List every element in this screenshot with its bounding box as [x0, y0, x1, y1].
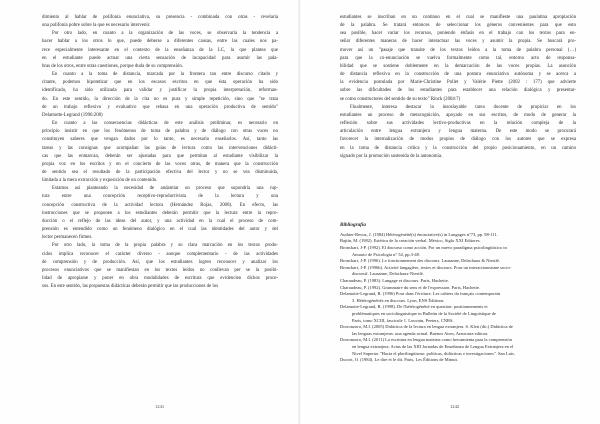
text-line: reflexión sobre sus actividades lectivo-productivas en la relación compleja de la — [340, 121, 576, 127]
bibliography-entry-continuation: en lengua extranjera. Actas de las XIII Jornadas de Enseñanza de Lengua Extranjera en el — [352, 343, 514, 349]
bibliography-entry-continuation: Paris, tomo XCIII, fascicule 1. Louvain, Peeters, CNRS. — [352, 317, 454, 323]
bibliography-entry: Bronckart, J-P. (1992). El discurso como acción. Por un nuevo paradigma psicolingüístico in — [340, 245, 507, 250]
bibliography-entry-continuation: problématiques en sociolinguistique in Bulletin de la Société de Linguistique de — [352, 310, 496, 316]
text-line: En cuanto a las consecuencias didácticas de este análisis preliminar, es necesario en — [52, 121, 278, 127]
text-line: procesos enunciativos que se manifiestan en los textos leídos no conllevan per se la posibi- — [42, 267, 278, 273]
bibliography-entry: Dorronzoro, M.I. (2005) Didáctica de la lectura en lengua extranjera. S. Klett (dir.) Didáctica de — [340, 324, 513, 330]
text-line: signado por la promoción sostenida de la autonomía. — [340, 153, 443, 159]
text-line: sos. En este sentido, las propuestas didácticas deberán permitir que las producciones de los — [42, 284, 219, 290]
right-page — [300, 0, 600, 424]
bibliography-entry: Dorronzoro, M.I. (2011) La escritura en lengua materna como herramienta para la comprensión — [340, 337, 512, 343]
bibliography-entry: Delamotte-Legrand, R. (1998). De l'hétérogénéité en question: positionnements et — [340, 304, 488, 310]
text-line: se como constructores del sentido de su texto" Rinck (2004:7) — [340, 96, 461, 102]
text-line: principio insistir en que los fenómenos de toma de palabra y de diálogo con otras voces no — [42, 129, 278, 135]
bibliography-entry: Delamotte-Legrand, R. (1996) Pour dans l'écriture. Les cahiers du français contemporain — [340, 291, 501, 297]
text-line: una polifonía pobre sobre la que es necesario intervenir. — [42, 23, 151, 29]
bibliography-entry: Authier-Revuz, J. (1984) Hétérogénéité(s) énonciative(s) in Langages n°73, pp. 98-111. — [340, 231, 498, 237]
text-line: cas que las enmarcan, deberán ser ajustadas para que permitan al estudiante visibilizar la — [42, 153, 278, 159]
text-line: lidad de apropiarse y poner en obra modalidades de escritura que evidencien dichos proce- — [42, 276, 278, 281]
text-line: rece especialmente interesante en el contexto de la enseñanza de la LC, la que plantea que — [42, 47, 278, 53]
bibliography-entry-continuation: Nivel Superior "Hacia el plurilingüismo: políticas, didácticas e investigaciones". San Luis. — [352, 350, 516, 356]
text-line: bilidad que se sostiene doblemente en la demarcación de las voces propias. La asunción — [340, 63, 576, 69]
text-line: tareas y las consignas que acompañan las guías de lectura como las intervenciones didácti- — [42, 145, 278, 151]
text-line: sea posible, hacer variar los recursos, poniendo énfasis en el trabajo con los textos para en- — [340, 31, 576, 37]
text-line: mover así un "pasaje que transite de los textos leídos a la toma de palabra personal (…) — [340, 47, 576, 53]
bibliography-entry: Charaudeau, P. (1992). Grammaire du sens et de l'expression. Paris, Hachette. — [340, 284, 481, 290]
text-line: lector permanecen firmes. — [42, 235, 93, 241]
text-line: estudiantes un proceso de metacognición, apoyado en sus escritos, de modo de generar la — [340, 112, 576, 118]
text-line: para que la co-enunciación se vuelva formalmente como tal, entorno acto de responsa- — [340, 55, 576, 61]
text-line: de un trabajo reflexivo y evaluativo que rebasa en una operación productiva de sentido" — [42, 104, 278, 110]
text-line: concepción constructiva de la actividad lectora (Hernández Rojas, 2008). En efecto, las — [42, 202, 278, 208]
text-line: propia voz en los escritos y en el concierto de las voces otras, de manera que la construcción — [42, 161, 278, 167]
text-line: Por otro lado, en cuanto a la organización de las voces, se observaría la tendencia a — [52, 31, 278, 37]
bibliography-heading: Bibliografía — [340, 221, 366, 228]
right-page-text — [340, 14, 576, 364]
bibliography-entry: Charaudeau, P. (1983). Langage et discours. Paris, Hachette. — [340, 277, 449, 283]
text-line: de la palabra. Se tratará entonces de seleccionar los géneros convenientes para que esto — [340, 23, 576, 29]
text-line: Estamos así planteando la necesidad de andamiar un proceso que supondría una rup- — [52, 186, 278, 192]
right-page-number: 1242 — [450, 404, 460, 409]
text-line: cidos implica reconocer el carácter diverso - aunque complementario - de las actividades — [42, 251, 278, 257]
bibliography-entry-continuation: las lenguas extranjeras: una agenda actual. Buenos Aires, Araucaria editora. — [352, 330, 489, 336]
text-line: prensión es entendido como un fenómeno dialógico en el cual las identidades del autor y del — [42, 227, 278, 233]
text-line: sobre las dificultades de los estudiantes para establecer una relación dialógica y presentar- — [340, 88, 576, 94]
bibliography-entry: Bajtín, M. (1982). Estética de la creación verbal. México, Siglo XXI Editores. — [340, 238, 481, 244]
text-line: en el estudiante puede actuar una cierta sensación de incapacidad para asumir las pala- — [42, 55, 278, 61]
left-page-text — [42, 14, 278, 291]
bibliography-entry: Bronckart, J-P. (1996). Le fonctionnement des discours. Lausanne, Delachaux & Niestlé. — [340, 258, 500, 264]
text-line: identificada, ha sido utilizada para validar y justificar la propia interpretación, reforman- — [42, 88, 278, 94]
text-line: ducción o el reflejo de las ideas del autor, y una actividad en la cual el proceso de com- — [42, 218, 278, 224]
text-line: tura entre una concepción receptivo-reproductivista de la lectura y una — [42, 194, 278, 200]
text-line: limitada a la mera extracción y exposición de un contenido. — [42, 178, 158, 184]
text-line: citante, podemos hipotetizar que en los escasos escritos en que ésta operación ha sido — [42, 80, 278, 86]
text-line: favorecer la internalización de modos propios de diálogo con los autores que se expresa — [340, 137, 576, 143]
text-line: Finalmente, interesa destacar la insoslayable tarea docente de propiciar en los — [350, 104, 576, 110]
text-line: estudiantes se inscriban en un continuo en el cual se manifieste una paulatina apropiación — [340, 15, 576, 20]
text-line: instrucciones que se proponen a los estudiantes deberán permitir que la lectura entre la repro- — [42, 210, 278, 216]
bibliography-entry: Bronckart, J-P. (1996b). Activité langagière, textes et discours. Pour un interactionnisme socio- — [340, 264, 512, 270]
text-line: de sentido sea el resultado de la participación efectiva del lector y no se vea disminuida, — [42, 169, 278, 175]
text-line: en la toma de distancia crítica y la construcción del propio posicionamiento, en un camino — [340, 145, 576, 151]
text-line: de comprensión y de producción. Así, que los estudiantes logren reconocer y analizar los — [42, 259, 278, 265]
text-line: de distancia reflexiva en la construcción de una postura enunciativa autónoma y se acerca a — [340, 72, 576, 78]
bibliography-entry: Ducrot, O. (1984). Le dire et le dit. Paris, Les Éditions de Minuit. — [340, 357, 458, 363]
text-line: constituyen saberes que vengan dados por lo tanto, es necesario enseñarlos. Así, tanto las — [42, 137, 278, 143]
text-line: articulación entre lengua extranjera y lengua materna. De este modo se procurará — [340, 129, 576, 135]
bibliography-entry-continuation: Anuario de Psicología n° 54, pp.3-48. — [352, 251, 421, 257]
bibliography-entry-continuation: 3. Hétérogénéités en discours. Lyon, ENS Éditions. — [352, 297, 445, 303]
text-line: señar diferentes maneras de hacer interactuar las voces y asumir la propia. Se buscará pro- — [340, 39, 576, 45]
bibliography-entry-continuation: discursif. Lausanne, Delachaux-Niestlé. — [352, 271, 424, 277]
left-page-number: 1241 — [155, 404, 165, 409]
text-line: hacer hablar a los otros lo que, puede deberse a diferentes causas, entre las cuales nos pa- — [42, 39, 278, 45]
text-line: bras de los otros, entre otras cuestiones, porque duda de su comprensión. — [42, 63, 183, 69]
text-line: En cuanto a la toma de distancia, marcada por la frontera tan entre discurso citado y — [52, 72, 278, 78]
text-line: Delamotte-Legrand (1996:208) — [42, 112, 103, 118]
text-line: do. En este sentido, la dirección de la cita no es pura y simple repetición, sino que "se trata — [42, 96, 278, 102]
text-line: dimiento al hablar de polifonía enunciativa, su presencia - combinada con otras - revelaría — [42, 15, 278, 20]
text-line: la evidencia postulada por Marie-Christine Pollet y Valérie Piette (2002 : 177) que advierte — [340, 80, 576, 86]
text-line: Por otro lado, la toma de la propia palabra y su clara marcación en los textos produ- — [52, 243, 278, 249]
